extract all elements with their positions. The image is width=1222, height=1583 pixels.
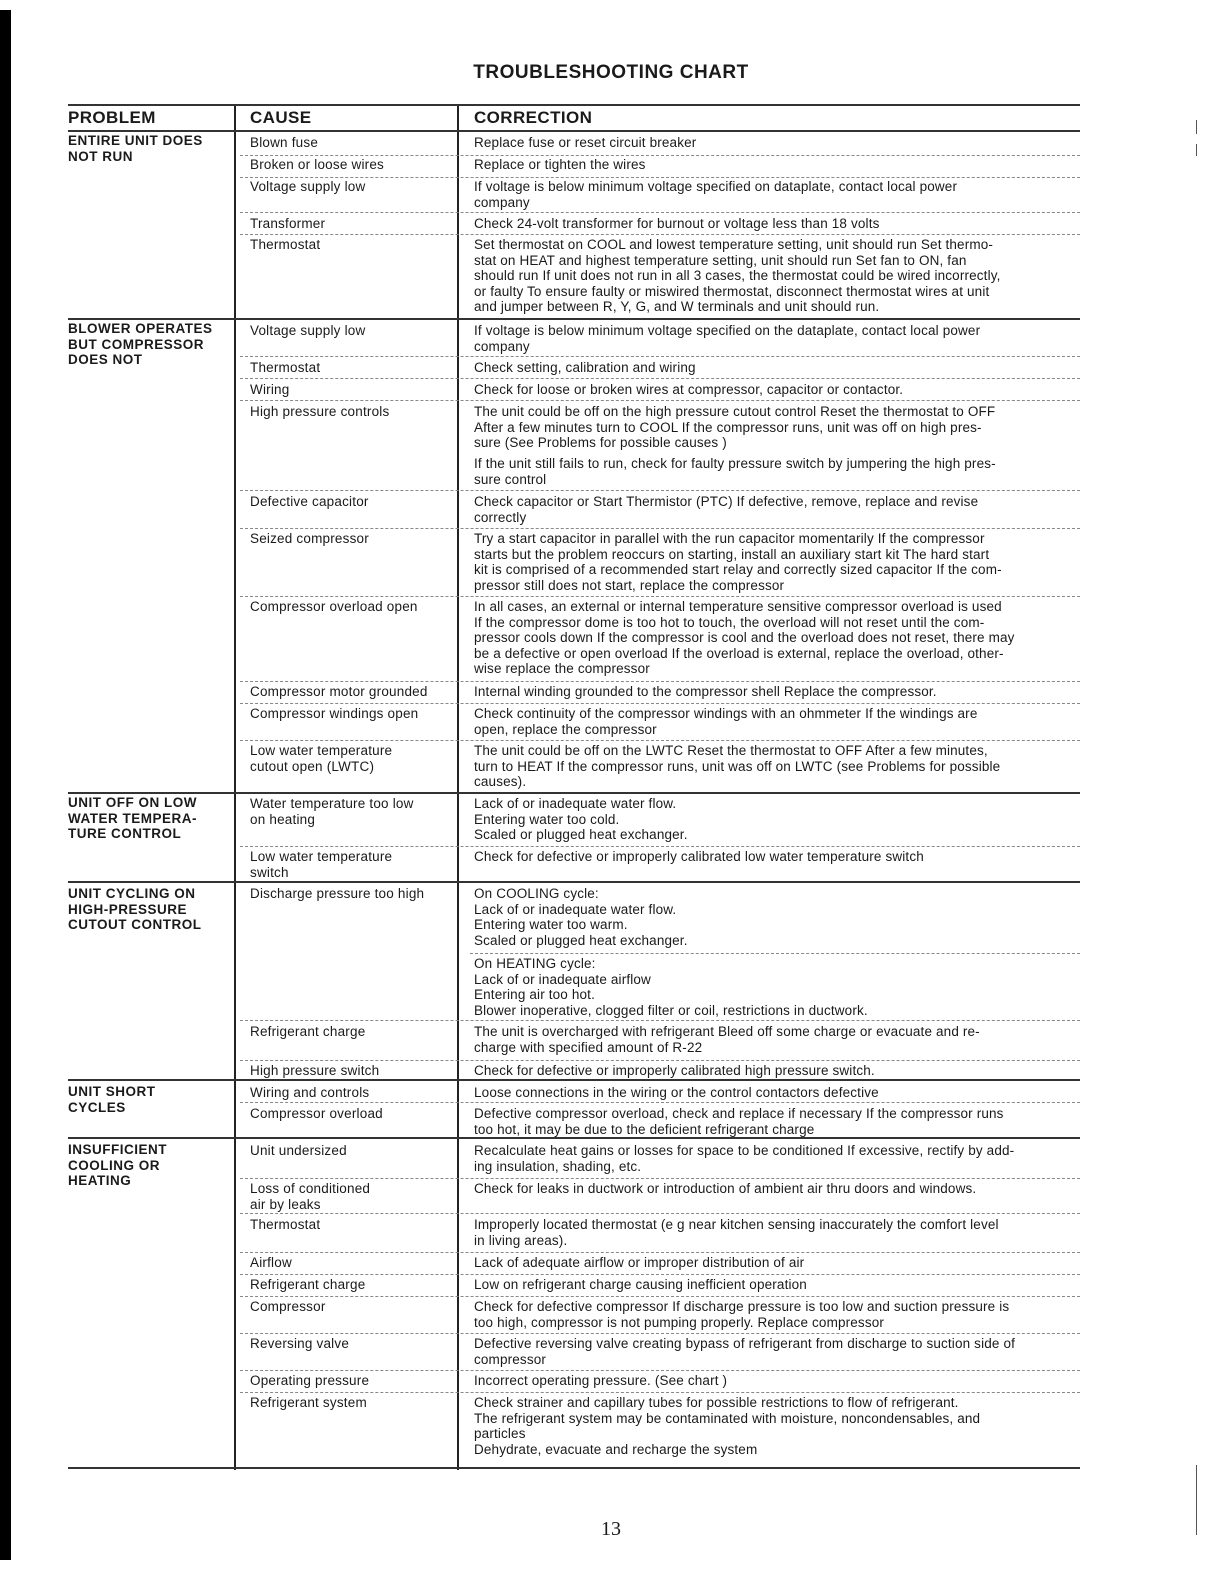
correction-cell: Check for defective compressor If discharge pressure is too low and suction pressure is too high, compressor is not pumping properly. Replace compressor [474,1299,1010,1330]
header-cause: CAUSE [250,108,312,127]
row-separator [240,1020,1080,1022]
row-separator [240,400,1080,402]
correction-cell: Check for defective or improperly calibrated low water temperature switch [474,849,924,864]
correction-cell: Internal winding grounded to the compressor shell Replace the compressor. [474,684,937,699]
scan-mark [1196,144,1197,156]
header-correction: CORRECTION [474,108,593,127]
column-divider [457,105,459,1470]
page-title: TROUBLESHOOTING CHART [473,62,749,83]
row-separator [240,490,1080,492]
row-separator [240,703,1080,705]
problem-label: UNIT OFF ON LOW WATER TEMPERA- TURE CONTROL [68,795,197,841]
problem-label: ENTIRE UNIT DOES NOT RUN [68,133,203,164]
table-bottom-rule [68,1467,1080,1469]
correction-cell: Check 24-volt transformer for burnout or voltage less than 18 volts [474,216,880,231]
row-separator [240,1296,1080,1298]
correction-cell: Lack of adequate airflow or improper distribution of air [474,1255,805,1270]
correction-cell: The unit is overcharged with refrigerant Bleed off some charge or evacuate and re- charge with specified amount of R-22 [474,1024,980,1055]
cause-cell: High pressure switch [250,1063,380,1078]
cause-cell: Operating pressure [250,1373,370,1388]
correction-cell: Check for loose or broken wires at compressor, capacitor or contactor. [474,382,904,397]
problem-label: UNIT SHORT CYCLES [68,1084,156,1115]
row-separator [240,1392,1080,1394]
correction-cell: If the unit still fails to run, check for faulty pressure switch by jumpering the high pres- sure control [474,456,996,487]
row-separator [240,1213,1080,1215]
row-separator [240,356,1080,358]
row-separator [240,212,1080,214]
section-rule [68,881,1080,883]
row-separator [240,1370,1080,1372]
correction-cell: Check for leaks in ductwork or introduction of ambient air thru doors and windows. [474,1181,977,1196]
row-separator [240,1060,1080,1062]
correction-cell: Try a start capacitor in parallel with the run capacitor momentarily If the compressor starts but the problem reoccurs on starting, install an auxiliary start kit The hard start kit is comprised of a recommended start relay and correctly sized capacitor If the com- pressor still does not start, replace the compressor [474,531,1002,593]
row-separator [240,528,1080,530]
cause-cell: Unit undersized [250,1143,347,1158]
cause-cell: Discharge pressure too high [250,886,425,901]
correction-cell: Incorrect operating pressure. (See chart ) [474,1373,728,1388]
correction-cell: The unit could be off on the high pressure cutout control Reset the thermostat to OFF After a few minutes turn to COOL If the compressor runs, unit was off on high pres- sure (See Problems for possible causes ) [474,404,996,450]
cause-cell: Defective capacitor [250,494,369,509]
row-separator [240,234,1080,236]
correction-cell: If voltage is below minimum voltage specified on dataplate, contact local power company [474,179,958,210]
cause-cell: Compressor motor grounded [250,684,428,699]
cause-cell: Voltage supply low [250,323,366,338]
cause-cell: Voltage supply low [250,179,366,194]
cause-cell: Compressor overload open [250,599,418,614]
cause-cell: Compressor overload [250,1106,383,1121]
correction-cell: Improperly located thermostat (e g near kitchen sensing inaccurately the comfort level in living areas). [474,1217,999,1248]
cause-cell: Low water temperature switch [250,849,393,880]
cause-cell: Broken or loose wires [250,157,385,172]
row-separator [240,1274,1080,1276]
correction-cell: Check strainer and capillary tubes for possible restrictions to flow of refrigerant. The refrigerant system may be contaminated with moisture, noncondensables, and particles Dehydrate, evacuate and recharge the system [474,1395,981,1457]
problem-label: BLOWER OPERATES BUT COMPRESSOR DOES NOT [68,321,213,367]
correction-cell: In all cases, an external or internal temperature sensitive compressor overload is used If the compressor dome is too hot to touch, the overload will not reset until the com- pressor cools down If the compressor is cool and the overload does not reset, there may be a defective or open overload If the overload is external, replace the overload, other- wise replace the compressor [474,599,1015,676]
correction-cell: Lack of or inadequate water flow. Entering water too cold. Scaled or plugged heat exchanger. [474,796,688,842]
scan-mark [1196,120,1197,134]
correction-cell: Loose connections in the wiring or the control contactors defective [474,1085,879,1100]
page-number: 13 [601,1518,621,1540]
correction-cell: Check for defective or improperly calibrated high pressure switch. [474,1063,875,1078]
cause-cell: Loss of conditioned air by leaks [250,1181,371,1212]
correction-cell: Check setting, calibration and wiring [474,360,696,375]
cause-cell: Thermostat [250,360,321,375]
correction-cell: Check continuity of the compressor windings with an ohmmeter If the windings are open, replace the compressor [474,706,978,737]
header-rule [68,130,1080,132]
correction-cell: Set thermostat on COOL and lowest temperature setting, unit should run Set thermo- stat on HEAT and highest temperature setting, unit should run Set fan to ON, fan should run If unit does not run in all 3 cases, the thermostat could be wired incorrectly, or faulty To ensure faulty or miswired thermostat, disconnect thermostat wires at unit and jumper between R, Y, G, and W terminals and unit should run. [474,237,1001,314]
row-separator [240,378,1080,380]
cause-cell: Water temperature too low on heating [250,796,414,827]
row-separator [240,1102,1080,1104]
section-rule [68,318,1080,320]
correction-cell: Recalculate heat gains or losses for space to be conditioned If excessive, rectify by add- ing insulation, shading, etc. [474,1143,1015,1174]
row-separator [240,1333,1080,1335]
cause-cell: Refrigerant charge [250,1277,366,1292]
table-top-rule [68,104,1080,106]
cause-cell: Compressor [250,1299,326,1314]
cause-cell: High pressure controls [250,404,390,419]
correction-cell: Defective compressor overload, check and replace if necessary If the compressor runs too hot, it may be due to the deficient refrigerant charge [474,1106,1004,1137]
cause-cell: Thermostat [250,1217,321,1232]
row-separator [240,1252,1080,1254]
section-rule [68,792,1080,794]
row-separator [240,846,1080,848]
problem-label: UNIT CYCLING ON HIGH-PRESSURE CUTOUT CONTROL [68,886,202,932]
cause-cell: Transformer [250,216,326,231]
problem-label: INSUFFICIENT COOLING OR HEATING [68,1142,167,1188]
row-separator [470,953,1080,955]
cause-cell: Blown fuse [250,135,319,150]
section-rule [68,1137,1080,1139]
section-rule [68,1079,1080,1081]
correction-cell: The unit could be off on the LWTC Reset the thermostat to OFF After a few minutes, turn to HEAT If the compressor runs, unit was off on LWTC (see Problems for possible causes). [474,743,1001,789]
correction-cell: On HEATING cycle: Lack of or inadequate airflow Entering air too hot. Blower inoperative, clogged filter or coil, restrictions in ductwork. [474,956,868,1018]
row-separator [240,681,1080,683]
cause-cell: Refrigerant charge [250,1024,366,1039]
correction-cell: Low on refrigerant charge causing inefficient operation [474,1277,807,1292]
cause-cell: Reversing valve [250,1336,350,1351]
correction-cell: Replace or tighten the wires [474,157,646,172]
row-separator [240,1178,1080,1180]
scan-left-edge [0,10,11,1560]
row-separator [240,596,1080,598]
correction-cell: On COOLING cycle: Lack of or inadequate water flow. Entering water too warm. Scaled or plugged heat exchanger. [474,886,688,948]
correction-cell: If voltage is below minimum voltage specified on the dataplate, contact local power company [474,323,981,354]
correction-cell: Defective reversing valve creating bypass of refrigerant from discharge to suction side of compressor [474,1336,1016,1367]
cause-cell: Refrigerant system [250,1395,367,1410]
column-divider [234,105,236,1470]
cause-cell: Wiring and controls [250,1085,370,1100]
cause-cell: Low water temperature cutout open (LWTC) [250,743,393,774]
cause-cell: Wiring [250,382,290,397]
header-problem: PROBLEM [68,108,156,127]
cause-cell: Airflow [250,1255,292,1270]
row-separator [240,740,1080,742]
cause-cell: Compressor windings open [250,706,419,721]
cause-cell: Thermostat [250,237,321,252]
cause-cell: Seized compressor [250,531,369,546]
correction-cell: Replace fuse or reset circuit breaker [474,135,697,150]
correction-cell: Check capacitor or Start Thermistor (PTC) If defective, remove, replace and revise correctly [474,494,979,525]
